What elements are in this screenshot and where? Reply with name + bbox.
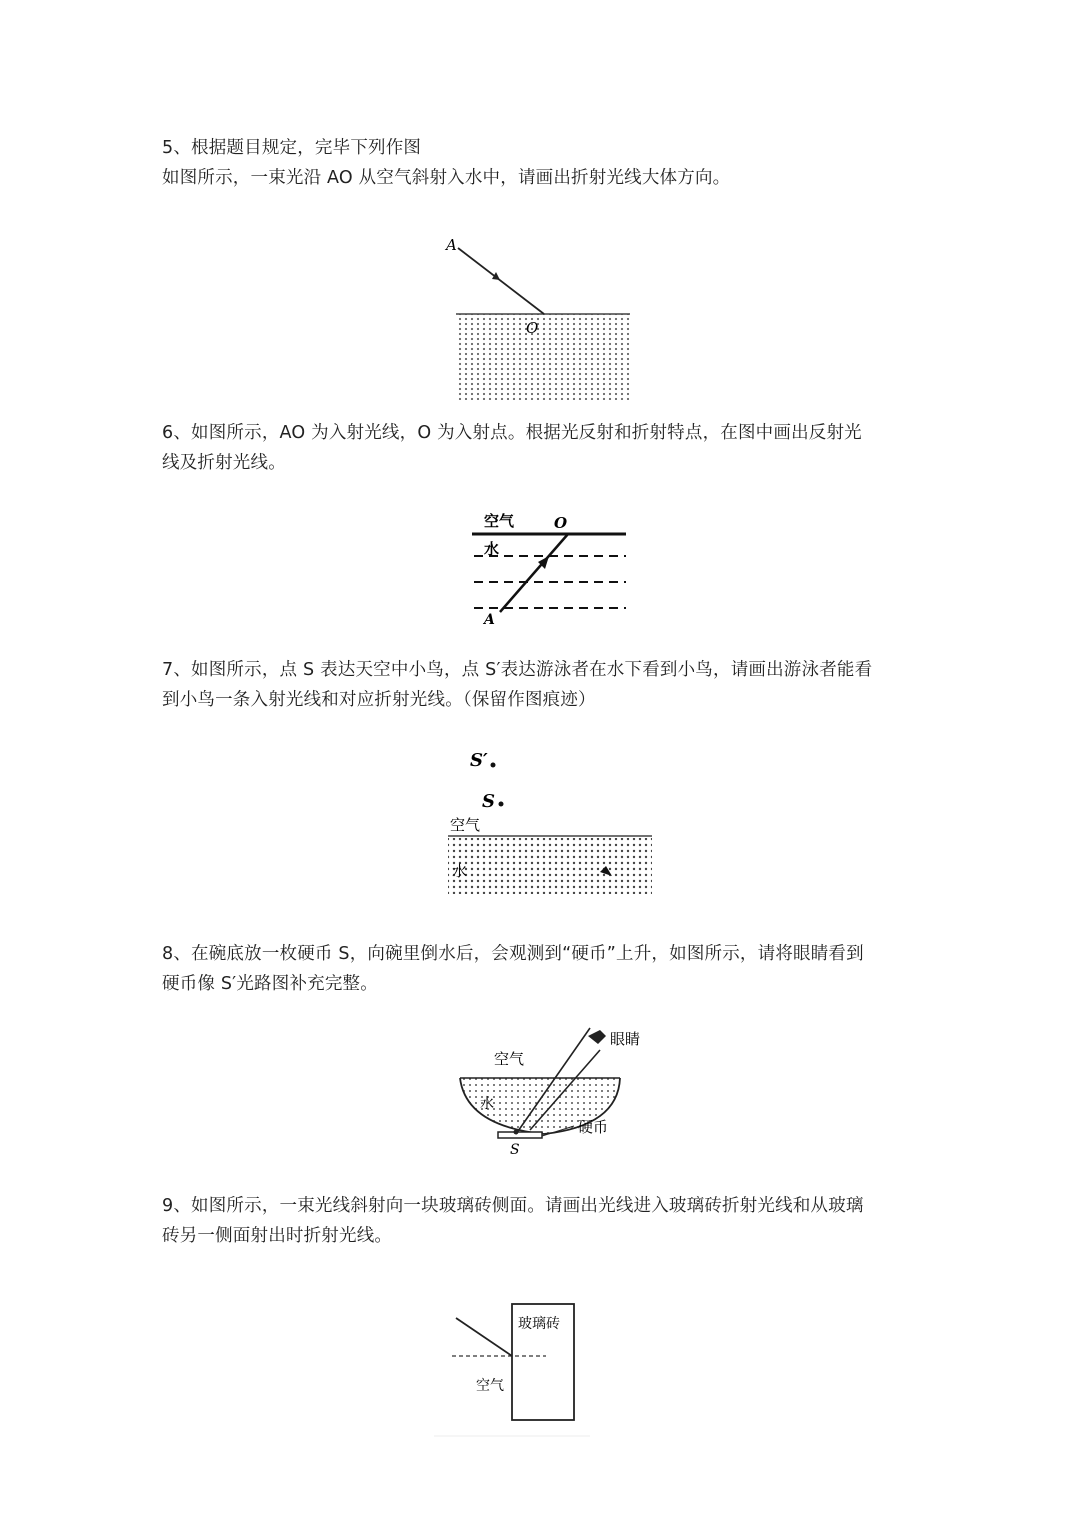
point-s-prime [491, 763, 496, 768]
label-s: S [482, 791, 495, 812]
label-air: 空气 [476, 1378, 504, 1394]
incident-ray [456, 1318, 512, 1356]
q5-heading: 5、根据题目规定，完毕下列作图 [162, 138, 422, 158]
water-area [456, 314, 630, 400]
label-o: O [526, 319, 539, 337]
point-s [499, 802, 504, 807]
q9-heading: 9、如图所示，一束光线斜射向一块玻璃砖侧面。请画出光线进入玻璃砖折射光线和从玻璃 [162, 1196, 864, 1216]
incident-ray [500, 534, 568, 612]
label-eye: 眼睛 [610, 1030, 641, 1048]
label-a: A [484, 612, 495, 628]
q9-text: 砖另一侧面射出时折射光线。 [162, 1226, 393, 1246]
label-s: S [510, 1142, 520, 1158]
q8-text: 硬币像 S′光路图补充完整。 [162, 974, 378, 994]
coin-icon [514, 1130, 519, 1135]
label-a: A [446, 236, 457, 254]
label-glass: 玻璃砖 [518, 1316, 560, 1332]
q6-figure [470, 508, 640, 630]
label-o: O [554, 514, 568, 532]
q7-figure [440, 740, 660, 900]
label-air: 空气 [494, 1050, 525, 1068]
incident-ray [458, 248, 544, 314]
q5-figure [440, 232, 640, 404]
q7-text: 到小鸟一条入射光线和对应折射光线。（保留作图痕迹） [162, 690, 596, 710]
q9-figure [430, 1300, 610, 1450]
q5-text: 如图所示，一束光沿 AO 从空气斜射入水中，请画出折射光线大体方向。 [162, 168, 731, 188]
label-s-prime: S′ [470, 750, 488, 771]
bowl-base [498, 1132, 542, 1138]
label-water: 水 [452, 862, 468, 880]
label-air: 空气 [484, 512, 515, 530]
eye-icon [588, 1030, 606, 1044]
q6-text: 线及折射光线。 [162, 453, 286, 473]
q7-heading: 7、如图所示，点 S 表达天空中小鸟，点 S′表达游泳者在水下看到小鸟，请画出游泳者能看 [162, 660, 873, 680]
label-water: 水 [480, 1096, 494, 1112]
label-air: 空气 [450, 816, 481, 834]
q6-heading: 6、如图所示，AO 为入射光线，O 为入射点。根据光反射和折射特点，在图中画出反射光 [162, 423, 862, 443]
q8-figure [450, 1022, 660, 1162]
label-water: 水 [484, 540, 500, 558]
water-area [448, 838, 652, 894]
q8-heading: 8、在碗底放一枚硬币 S，向碗里倒水后，会观测到“硬币”上升，如图所示，请将眼睛看到 [162, 944, 864, 964]
label-coin: 硬币 [578, 1118, 609, 1136]
